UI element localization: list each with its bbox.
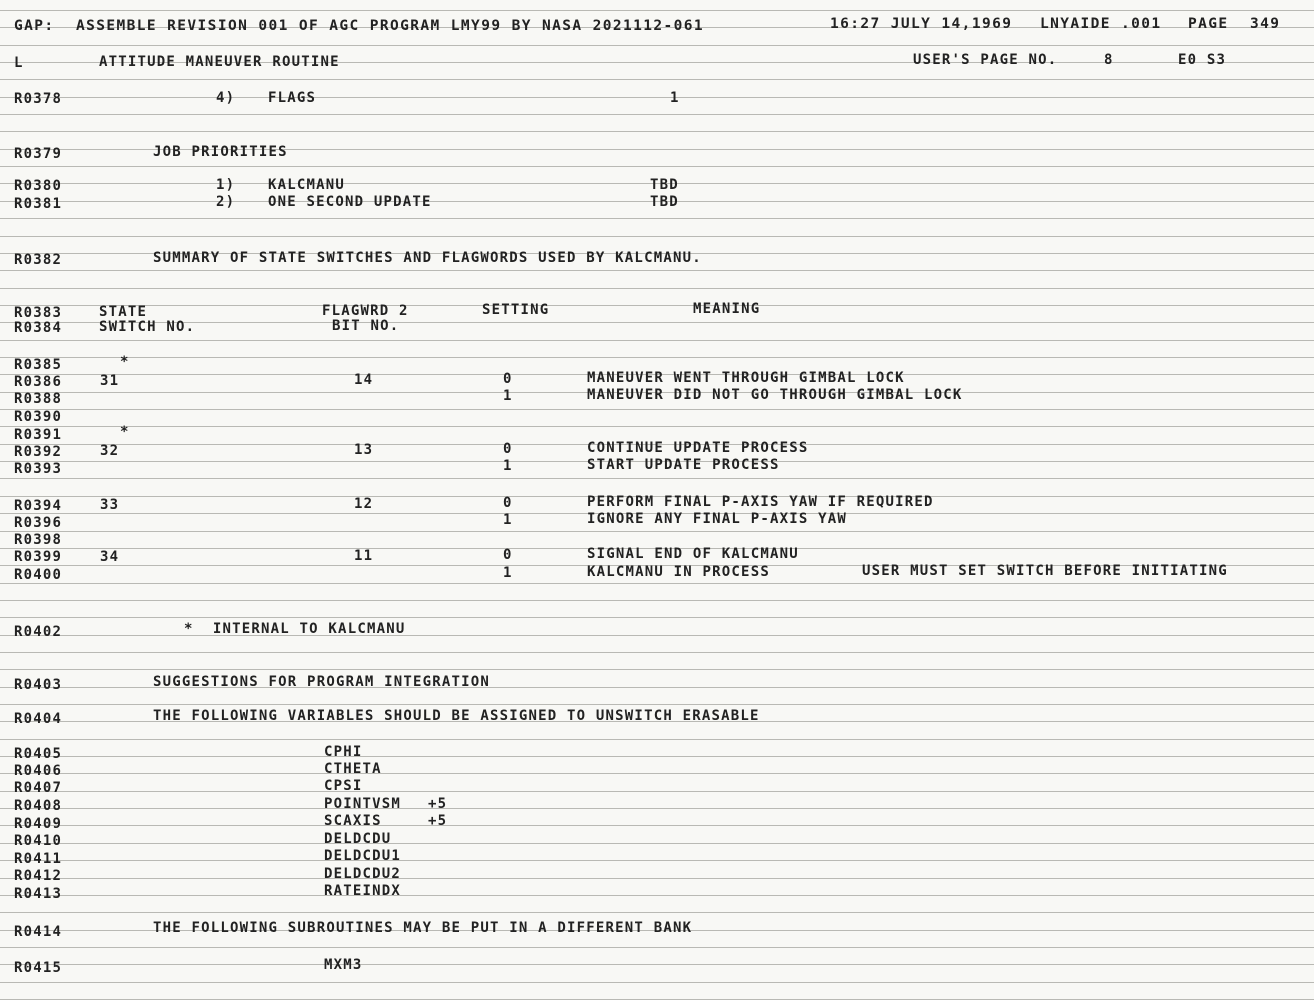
line-number: R0393 — [14, 461, 63, 477]
line-number: R0383 — [14, 305, 63, 321]
variable-name: POINTVSM — [324, 796, 402, 812]
variable-offset: +5 — [428, 813, 448, 829]
line-number: R0402 — [14, 624, 63, 640]
paper-rule-line — [0, 583, 1314, 584]
paper-rule-line — [0, 964, 1314, 965]
bit-number: 12 — [354, 496, 374, 512]
gap-label: GAP: — [14, 18, 55, 34]
setting-value: 1 — [503, 388, 513, 404]
paper-rule-line — [0, 409, 1314, 410]
flags-label: FLAGS — [268, 90, 317, 106]
paper-rule-line — [0, 600, 1314, 601]
l-marker: L — [14, 55, 24, 71]
subroutines-title: THE FOLLOWING SUBROUTINES MAY BE PUT IN A DIFFERENT BANK — [153, 920, 693, 936]
meaning-text: CONTINUE UPDATE PROCESS — [587, 440, 809, 456]
setting-value: 1 — [503, 458, 513, 474]
meaning-text: MANEUVER DID NOT GO THROUGH GIMBAL LOCK — [587, 387, 963, 403]
line-number: R0407 — [14, 780, 63, 796]
variable-name: DELDCDU2 — [324, 866, 402, 882]
setting-value: 0 — [503, 371, 513, 387]
switch-number: 33 — [100, 497, 120, 513]
switch-number: 32 — [100, 443, 120, 459]
paper-rule-line — [0, 531, 1314, 532]
paper-rule-line — [0, 10, 1314, 11]
line-number: R0406 — [14, 763, 63, 779]
meaning-text: PERFORM FINAL P-AXIS YAW IF REQUIRED — [587, 494, 934, 510]
setting-value: 0 — [503, 495, 513, 511]
meaning-text: IGNORE ANY FINAL P-AXIS YAW — [587, 511, 847, 527]
line-number: R0385 — [14, 357, 63, 373]
routine-title: ATTITUDE MANEUVER ROUTINE — [99, 54, 340, 70]
paper-rule-line — [0, 340, 1314, 341]
flags-num: 4) — [216, 90, 236, 106]
meaning-text: KALCMANU IN PROCESS — [587, 564, 770, 580]
switch-number: 34 — [100, 549, 120, 565]
paper-rule-line — [0, 669, 1314, 670]
column-header-flagwrd: FLAGWRD 2 — [322, 303, 409, 319]
variables-title: THE FOLLOWING VARIABLES SHOULD BE ASSIGNED TO UNSWITCH ERASABLE — [153, 708, 760, 724]
line-number: R0412 — [14, 868, 63, 884]
job-priority-value: TBD — [650, 177, 679, 193]
column-header-setting: SETTING — [482, 302, 550, 318]
setting-value: 0 — [503, 441, 513, 457]
line-number: R0399 — [14, 549, 63, 565]
line-number: R0404 — [14, 711, 63, 727]
paper-rule-line — [0, 895, 1314, 896]
flags-value: 1 — [670, 90, 680, 106]
bit-number: 11 — [354, 548, 374, 564]
line-number: R0378 — [14, 91, 63, 107]
line-number: R0384 — [14, 320, 63, 336]
paper-rule-line — [0, 739, 1314, 740]
job-priority-num: 1) — [216, 177, 236, 193]
job-priority-num: 2) — [216, 194, 236, 210]
column-header-bit-no: BIT NO. — [332, 318, 400, 334]
eo-code: E0 S3 — [1178, 52, 1227, 68]
paper-rule-line — [0, 45, 1314, 46]
paper-rule-line — [0, 357, 1314, 358]
meaning-text: START UPDATE PROCESS — [587, 457, 780, 473]
job-priority-name: KALCMANU — [268, 177, 346, 193]
paper-rule-line — [0, 825, 1314, 826]
assemble-header: ASSEMBLE REVISION 001 OF AGC PROGRAM LMY99 BY NASA 2021112-061 — [76, 18, 705, 34]
paper-rule-line — [0, 756, 1314, 757]
paper-rule-line — [0, 652, 1314, 653]
line-number: R0398 — [14, 532, 63, 548]
paper-rule-line — [0, 478, 1314, 479]
variable-name: RATEINDX — [324, 883, 402, 899]
job-priorities-title: JOB PRIORITIES — [153, 144, 288, 160]
line-number: R0403 — [14, 677, 63, 693]
page-number: 349 — [1250, 16, 1281, 32]
setting-value: 0 — [503, 547, 513, 563]
date-time: 16:27 JULY 14,1969 — [830, 16, 1013, 32]
paper-rule-line — [0, 860, 1314, 861]
line-number: R0392 — [14, 444, 63, 460]
job-priority-name: ONE SECOND UPDATE — [268, 194, 432, 210]
paper-rule-line — [0, 808, 1314, 809]
paper-rule-line — [0, 305, 1314, 306]
paper-rule-line — [0, 426, 1314, 427]
line-number: R0405 — [14, 746, 63, 762]
job-priority-value: TBD — [650, 194, 679, 210]
line-number: R0380 — [14, 178, 63, 194]
variable-name: CPHI — [324, 744, 363, 760]
line-number: R0386 — [14, 374, 63, 390]
paper-rule-line — [0, 79, 1314, 80]
line-number: R0414 — [14, 924, 63, 940]
line-number: R0408 — [14, 798, 63, 814]
page-label: PAGE — [1188, 16, 1229, 32]
bit-number: 13 — [354, 442, 374, 458]
lnyaide: LNYAIDE .001 — [1040, 16, 1162, 32]
switch-number: 31 — [100, 373, 120, 389]
paper-rule-line — [0, 791, 1314, 792]
meaning-text: MANEUVER WENT THROUGH GIMBAL LOCK — [587, 370, 905, 386]
column-header-meaning: MEANING — [693, 301, 761, 317]
line-number: R0411 — [14, 851, 63, 867]
line-number: R0390 — [14, 409, 63, 425]
user-page-number: 8 — [1104, 52, 1114, 68]
user-page-label: USER'S PAGE NO. — [913, 52, 1058, 68]
line-number: R0400 — [14, 567, 63, 583]
paper-rule-line — [0, 947, 1314, 948]
variable-name: CTHETA — [324, 761, 382, 777]
variable-name: DELDCDU — [324, 831, 392, 847]
paper-rule-line — [0, 912, 1314, 913]
line-number: R0381 — [14, 196, 63, 212]
line-number: R0415 — [14, 960, 63, 976]
paper-rule-line — [0, 270, 1314, 271]
suggestions-title: SUGGESTIONS FOR PROGRAM INTEGRATION — [153, 674, 491, 690]
internal-asterisk: * — [120, 424, 130, 440]
line-number: R0413 — [14, 886, 63, 902]
paper-rule-line — [0, 131, 1314, 132]
paper-rule-line — [0, 704, 1314, 705]
line-number: R0382 — [14, 252, 63, 268]
line-number: R0391 — [14, 427, 63, 443]
paper-rule-line — [0, 114, 1314, 115]
user-note: USER MUST SET SWITCH BEFORE INITIATING — [862, 563, 1228, 579]
subroutine-name: MXM3 — [324, 957, 363, 973]
paper-rule-line — [0, 166, 1314, 167]
paper-rule-line — [0, 878, 1314, 879]
bit-number: 14 — [354, 372, 374, 388]
line-number: R0394 — [14, 498, 63, 514]
paper-rule-line — [0, 773, 1314, 774]
paper-rule-line — [0, 843, 1314, 844]
paper-rule-line — [0, 322, 1314, 323]
paper-rule-line — [0, 97, 1314, 98]
paper-rule-line — [0, 982, 1314, 983]
column-header-switch-no: SWITCH NO. — [99, 319, 196, 335]
internal-asterisk: * — [120, 354, 130, 370]
paper-rule-line — [0, 236, 1314, 237]
line-number: R0409 — [14, 816, 63, 832]
summary-title: SUMMARY OF STATE SWITCHES AND FLAGWORDS USED BY KALCMANU. — [153, 250, 702, 266]
internal-note: * INTERNAL TO KALCMANU — [184, 621, 406, 637]
paper-rule-line — [0, 218, 1314, 219]
paper-rule-line — [0, 617, 1314, 618]
paper-rule-line — [0, 288, 1314, 289]
line-number: R0410 — [14, 833, 63, 849]
variable-name: SCAXIS — [324, 813, 382, 829]
line-number: R0379 — [14, 146, 63, 162]
line-number: R0396 — [14, 515, 63, 531]
variable-name: CPSI — [324, 778, 363, 794]
setting-value: 1 — [503, 565, 513, 581]
setting-value: 1 — [503, 512, 513, 528]
meaning-text: SIGNAL END OF KALCMANU — [587, 546, 799, 562]
column-header-state: STATE — [99, 304, 148, 320]
line-number: R0388 — [14, 391, 63, 407]
variable-offset: +5 — [428, 796, 448, 812]
variable-name: DELDCDU1 — [324, 848, 402, 864]
